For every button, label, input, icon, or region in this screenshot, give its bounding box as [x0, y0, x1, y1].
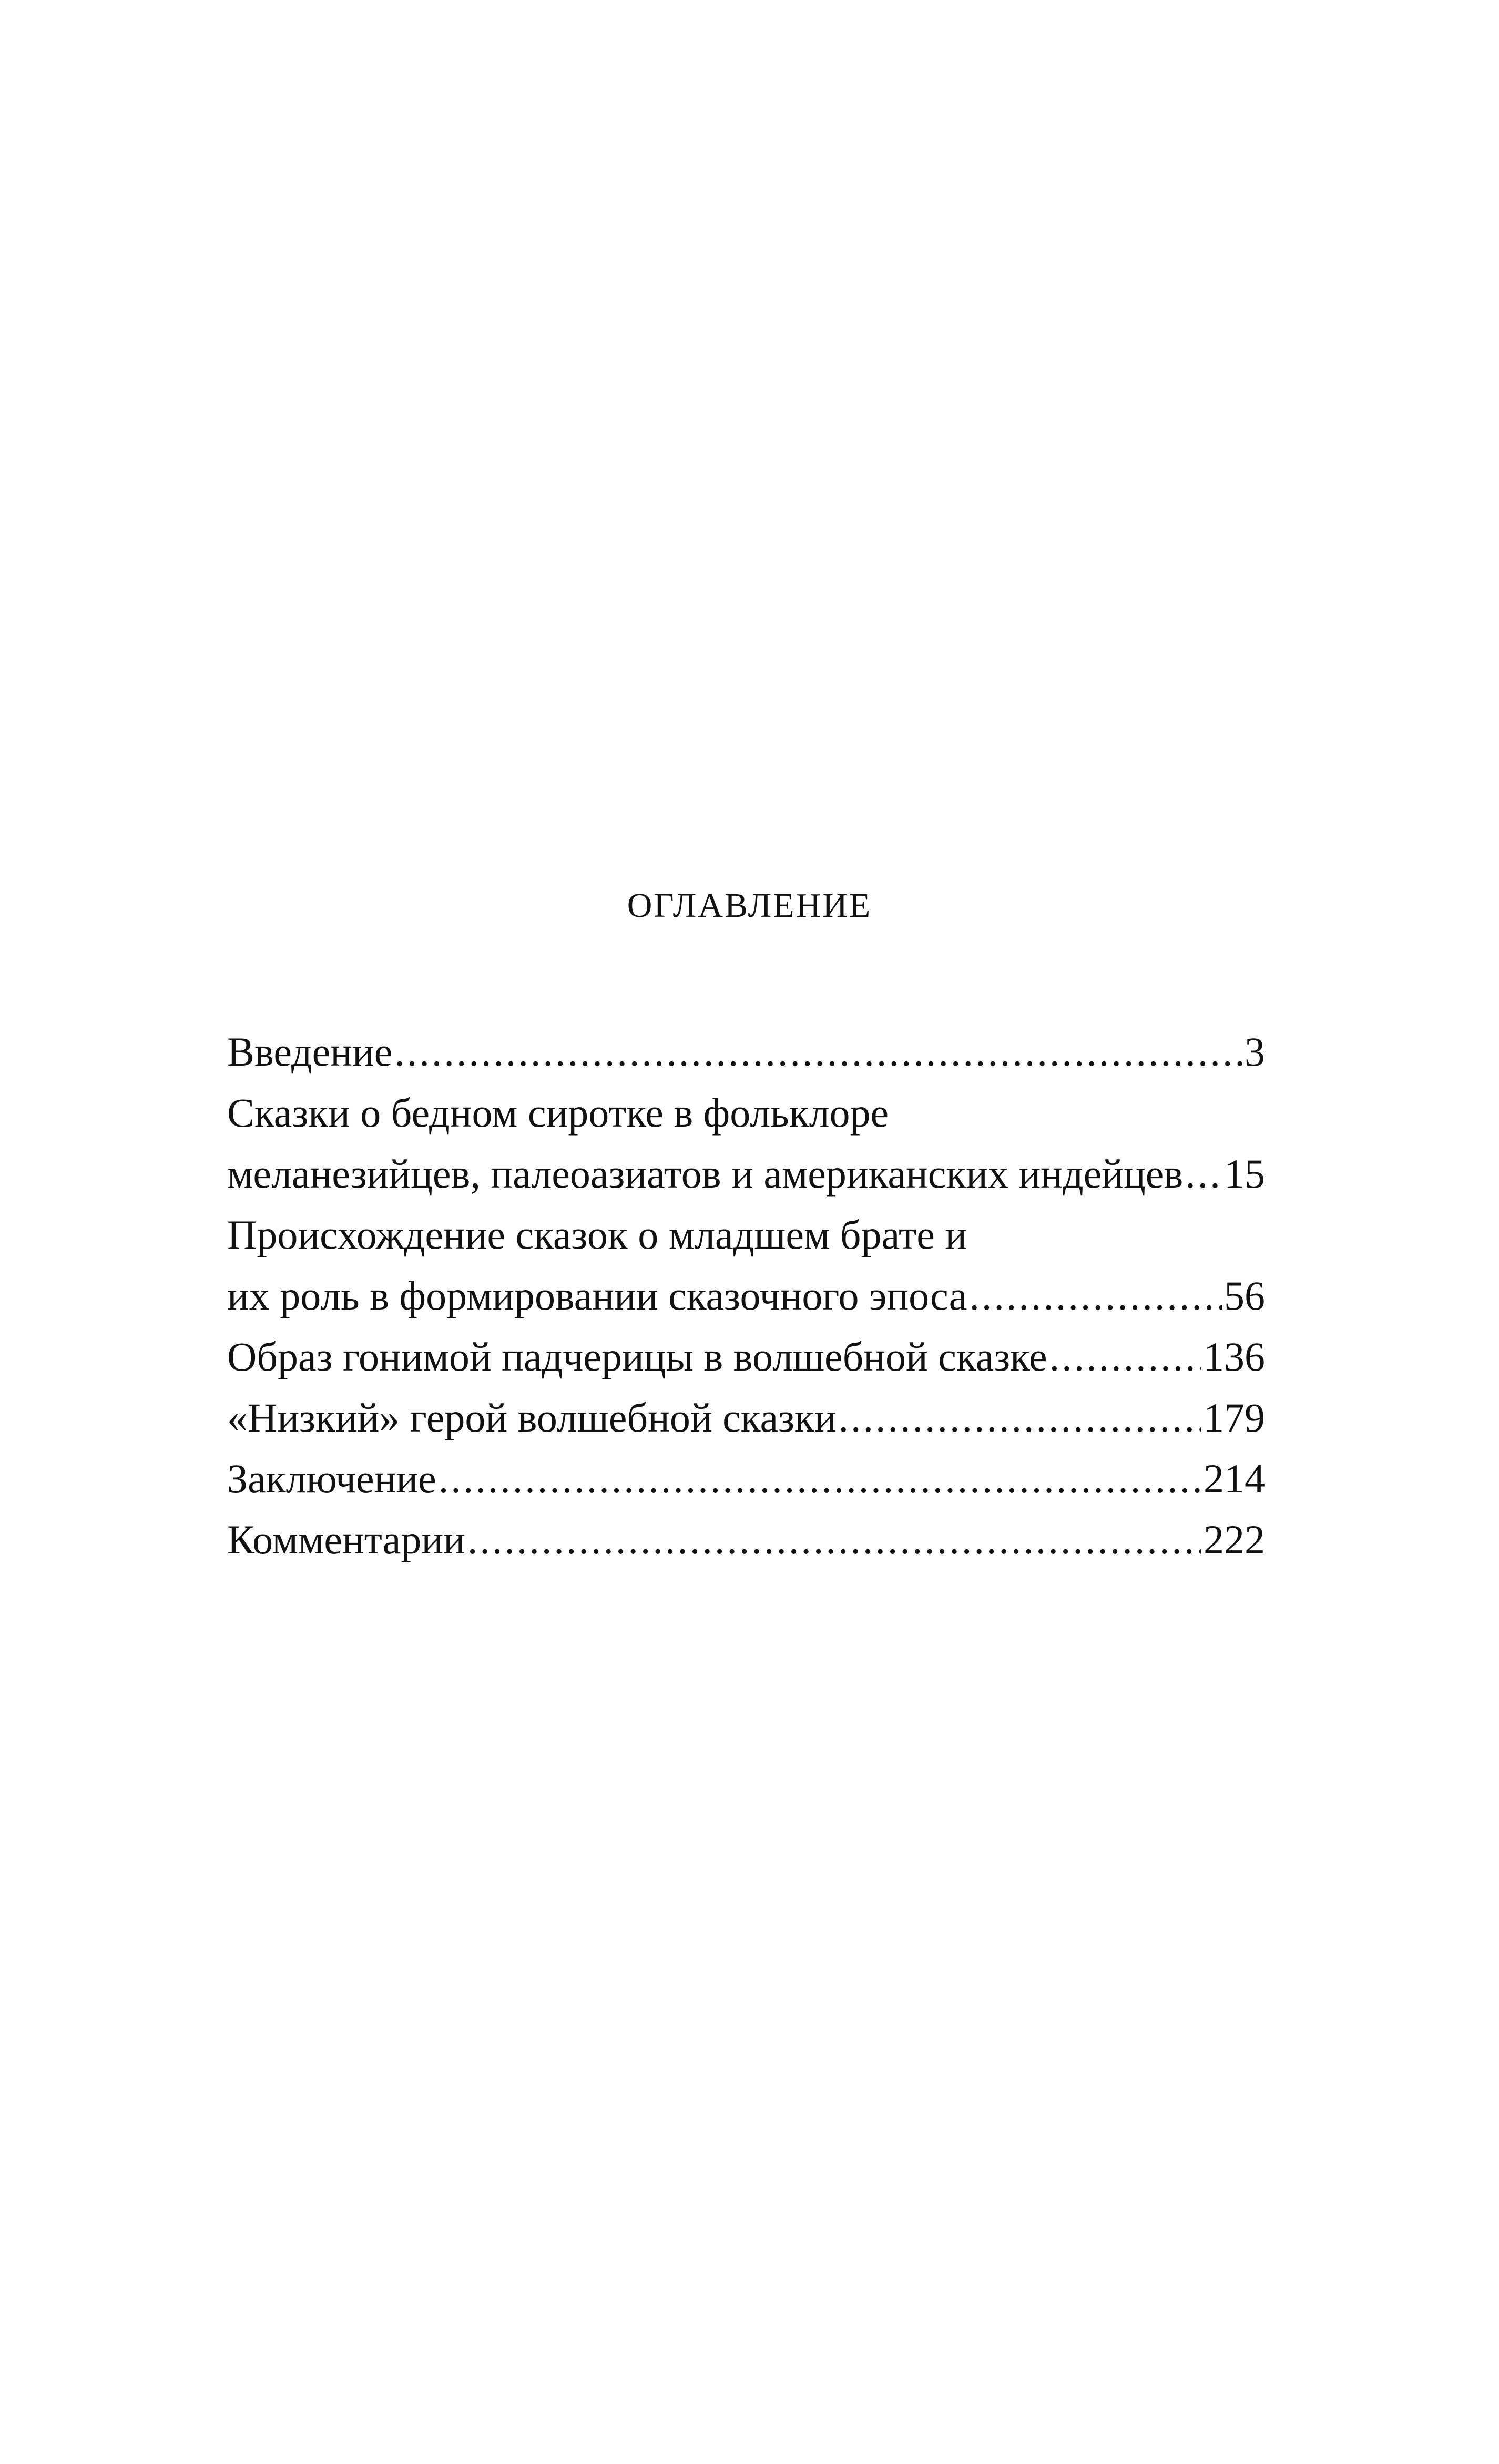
toc-entry-title-line: Происхождение сказок о младшем брате и — [227, 1212, 967, 1257]
toc-entry-line — [227, 1082, 1265, 1143]
toc-entry-line — [227, 1387, 1265, 1448]
toc-entry[interactable] — [227, 1326, 1265, 1387]
toc-entry-line — [227, 1448, 1265, 1509]
toc-entry-title: Введение — [227, 1029, 393, 1075]
toc-entry-line — [227, 1326, 1265, 1387]
toc-page-number: 179 — [1204, 1395, 1265, 1440]
toc-entry-title-line: Сказки о бедном сиротке в фольклоре — [227, 1090, 889, 1136]
toc-entry-title: меланезийцев, палеоазиатов и американских индейцев — [227, 1151, 1184, 1197]
toc-entry[interactable] — [227, 1082, 1265, 1204]
toc-entry[interactable] — [227, 1204, 1265, 1326]
toc-entry[interactable] — [227, 1021, 1265, 1082]
toc-page-number: 222 — [1204, 1517, 1265, 1562]
dot-leader — [1185, 1143, 1222, 1204]
toc-entry-line — [227, 1265, 1265, 1326]
dot-leader — [839, 1387, 1201, 1448]
toc-entry-title: Заключение — [227, 1456, 436, 1501]
dot-leader — [969, 1265, 1222, 1326]
toc-entry-line — [227, 1143, 1265, 1204]
dot-leader — [439, 1448, 1201, 1509]
toc-entry[interactable] — [227, 1448, 1265, 1509]
toc-entry-title: их роль в формировании сказочного эпоса — [227, 1273, 967, 1318]
toc-entry-line — [227, 1204, 1265, 1265]
toc-page-number: 3 — [1245, 1029, 1265, 1075]
toc-entry[interactable] — [227, 1387, 1265, 1448]
dot-leader — [467, 1509, 1201, 1570]
toc-entry-title: Комментарии — [227, 1517, 465, 1562]
toc-entry-line — [227, 1021, 1265, 1082]
toc-entry-title: Образ гонимой падчерицы в волшебной сказке — [227, 1334, 1047, 1379]
toc-heading: ОГЛАВЛЕНИЕ — [627, 886, 872, 925]
toc-page-number: 56 — [1224, 1273, 1265, 1318]
table-of-contents — [227, 1021, 1265, 1570]
toc-entry[interactable] — [227, 1509, 1265, 1570]
toc-entry-line — [227, 1509, 1265, 1570]
dot-leader — [1049, 1326, 1201, 1387]
toc-entry-title: «Низкий» герой волшебной сказки — [227, 1395, 837, 1440]
toc-page-number: 136 — [1204, 1334, 1265, 1379]
dot-leader — [394, 1021, 1242, 1082]
toc-page-number: 214 — [1204, 1456, 1265, 1501]
toc-page-number: 15 — [1224, 1151, 1265, 1197]
